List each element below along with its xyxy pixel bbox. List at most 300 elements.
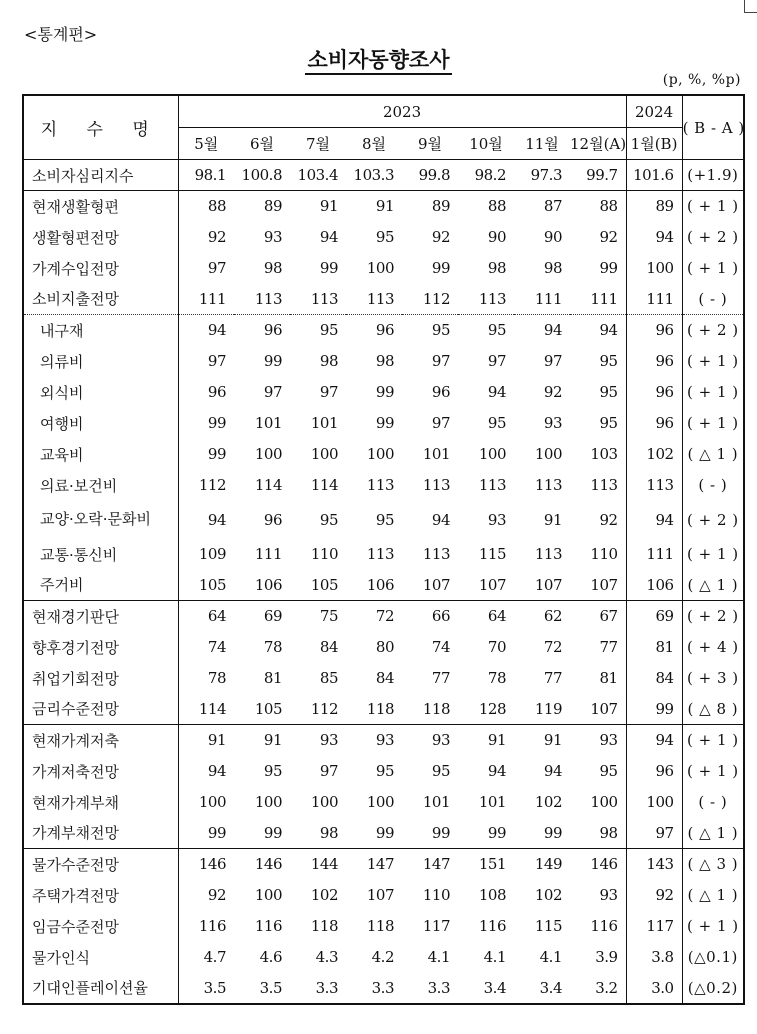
value-cell: 151 xyxy=(458,849,514,880)
value-cell: 72 xyxy=(346,601,402,632)
value-cell: 112 xyxy=(310,699,338,718)
value-cell: 95 xyxy=(375,510,394,529)
page-corner-mark xyxy=(744,0,757,13)
row-label-cell xyxy=(23,346,178,377)
value-cell: 95 xyxy=(599,762,618,780)
value-cell: 89 xyxy=(234,191,290,222)
value-cell: 101 xyxy=(478,793,506,811)
value-cell: 111 xyxy=(590,289,618,308)
units-label: (p, %, %p) xyxy=(662,72,741,88)
diff-cell: (+1.9) xyxy=(682,160,744,191)
table-row xyxy=(23,725,744,756)
row-label-cell xyxy=(23,694,178,725)
value-cell: 100 xyxy=(310,793,338,811)
value-cell: 101 xyxy=(310,414,338,432)
value-cell: 113 xyxy=(366,545,394,563)
value-cell: 95 xyxy=(599,414,618,432)
value-cell: 92 xyxy=(543,383,562,401)
row-label: 기대인플레이션율 xyxy=(32,979,148,997)
row-label-cell xyxy=(23,973,178,1004)
value-cell: 113 xyxy=(534,545,562,563)
value-cell: 114 xyxy=(254,476,282,494)
value-cell: 94 xyxy=(319,228,338,246)
table-row xyxy=(23,787,744,818)
value-cell: 100 xyxy=(590,793,618,811)
value-cell: 112 xyxy=(198,476,226,494)
value-cell: 105 xyxy=(310,575,338,594)
value-cell-2024-jan: 111 xyxy=(626,284,682,315)
value-cell: 113 xyxy=(478,289,506,308)
header-year-2024: 2024 xyxy=(626,95,682,128)
value-cell: 115 xyxy=(478,545,506,563)
diff-cell: ( + 1 ) xyxy=(682,756,744,787)
value-cell-2024-jan: 94 xyxy=(626,222,682,253)
value-cell-2024-jan: 143 xyxy=(626,849,682,880)
page-title-text: 소비자동향조사 xyxy=(305,47,451,75)
table-row xyxy=(23,346,744,377)
row-label: 물가인식 xyxy=(32,948,90,967)
value-cell: 107 xyxy=(478,575,506,594)
value-cell: 117 xyxy=(422,917,450,935)
value-cell-2024-jan: 100 xyxy=(626,253,682,284)
table-row xyxy=(23,663,744,694)
value-cell: 100 xyxy=(366,259,394,277)
table-row xyxy=(23,911,744,942)
table-row xyxy=(23,222,744,253)
value-cell: 3.9 xyxy=(595,948,618,966)
row-label: 내구재 xyxy=(40,321,84,340)
table-row xyxy=(23,601,744,632)
diff-cell: ( △ 3 ) xyxy=(682,849,744,880)
value-cell: 92 xyxy=(431,228,450,246)
value-cell: 99 xyxy=(543,823,562,842)
row-label-cell xyxy=(23,439,178,470)
diff-cell: ( + 2 ) xyxy=(682,315,744,346)
value-cell: 98 xyxy=(263,259,282,277)
value-cell: 147 xyxy=(402,849,458,880)
value-cell: 67 xyxy=(570,601,626,632)
diff-cell: ( + 1 ) xyxy=(682,346,744,377)
row-label: 의료·보건비 xyxy=(40,476,118,495)
row-label-cell xyxy=(23,539,178,570)
value-cell: 119 xyxy=(534,699,562,718)
value-cell: 88 xyxy=(570,191,626,222)
value-cell: 144 xyxy=(290,849,346,880)
diff-cell: ( - ) xyxy=(682,284,744,315)
row-label: 현재생활형편 xyxy=(32,197,119,216)
value-cell: 114 xyxy=(310,476,338,494)
value-cell: 102 xyxy=(534,886,562,904)
value-cell: 111 xyxy=(254,545,282,563)
value-cell: 105 xyxy=(198,575,226,594)
value-cell: 95 xyxy=(431,762,450,780)
value-cell-2024-jan: 94 xyxy=(626,501,682,539)
value-cell: 118 xyxy=(310,917,338,935)
diff-cell: ( + 1 ) xyxy=(682,253,744,284)
value-cell: 96 xyxy=(207,383,226,401)
value-cell: 106 xyxy=(366,575,394,594)
value-cell: 99 xyxy=(207,823,226,842)
value-cell: 93 xyxy=(543,414,562,432)
diff-cell: ( + 1 ) xyxy=(682,191,744,222)
diff-cell: ( △ 1 ) xyxy=(682,439,744,470)
value-cell: 3.4 xyxy=(483,978,506,997)
value-cell: 64 xyxy=(178,601,234,632)
diff-cell: (△0.1) xyxy=(682,942,744,973)
row-label: 현재경기판단 xyxy=(32,607,119,626)
table-row xyxy=(23,818,744,849)
row-label-cell xyxy=(23,253,178,284)
row-label-cell xyxy=(23,160,178,191)
value-cell: 72 xyxy=(543,638,562,656)
value-cell: 78 xyxy=(207,669,226,687)
table-row xyxy=(23,160,744,191)
diff-cell: ( + 1 ) xyxy=(682,408,744,439)
table-row xyxy=(23,408,744,439)
value-cell: 98 xyxy=(487,259,506,277)
value-cell: 98 xyxy=(375,352,394,370)
header-month: 7월 xyxy=(305,135,331,153)
table-body xyxy=(23,160,744,1004)
diff-cell: ( - ) xyxy=(682,470,744,501)
value-cell: 95 xyxy=(290,315,346,346)
value-cell: 111 xyxy=(534,289,562,308)
value-cell: 110 xyxy=(310,545,338,563)
value-cell: 81 xyxy=(599,669,618,687)
value-cell: 99 xyxy=(263,352,282,370)
value-cell: 78 xyxy=(263,638,282,656)
value-cell: 84 xyxy=(319,638,338,656)
value-cell: 113 xyxy=(534,476,562,494)
value-cell: 81 xyxy=(263,669,282,687)
value-cell: 100 xyxy=(198,793,226,811)
value-cell: 95 xyxy=(319,510,338,529)
value-cell: 77 xyxy=(431,669,450,687)
value-cell: 94 xyxy=(570,315,626,346)
row-label-cell xyxy=(23,818,178,849)
value-cell: 99 xyxy=(375,414,394,432)
row-label: 현재가계저축 xyxy=(32,731,119,750)
value-cell: 111 xyxy=(198,289,226,308)
value-cell: 101 xyxy=(422,793,450,811)
value-cell: 91 xyxy=(290,191,346,222)
table-row xyxy=(23,570,744,601)
value-cell: 94 xyxy=(487,383,506,401)
table-row xyxy=(23,880,744,911)
value-cell: 113 xyxy=(478,476,506,494)
row-label: 외식비 xyxy=(40,383,84,402)
row-label: 가계부채전망 xyxy=(32,824,119,843)
value-cell: 94 xyxy=(543,762,562,780)
value-cell: 107 xyxy=(534,575,562,594)
value-cell: 97 xyxy=(431,414,450,432)
value-cell: 93 xyxy=(487,510,506,529)
value-cell: 96 xyxy=(431,383,450,401)
value-cell: 99 xyxy=(599,259,618,277)
value-cell: 103.4 xyxy=(290,160,346,191)
row-label-cell xyxy=(23,911,178,942)
row-label: 주거비 xyxy=(40,576,84,595)
value-cell: 95 xyxy=(487,414,506,432)
value-cell-2024-jan: 101.6 xyxy=(626,160,682,191)
value-cell: 95 xyxy=(458,315,514,346)
value-cell: 4.1 xyxy=(483,948,506,966)
value-cell: 64 xyxy=(458,601,514,632)
value-cell-2024-jan: 84 xyxy=(626,663,682,694)
value-cell: 116 xyxy=(478,917,506,935)
value-cell: 98 xyxy=(319,352,338,370)
value-cell: 85 xyxy=(319,669,338,687)
value-cell: 128 xyxy=(478,699,506,718)
row-label-cell xyxy=(23,663,178,694)
value-cell: 100.8 xyxy=(234,160,290,191)
table-row xyxy=(23,191,744,222)
value-cell: 149 xyxy=(514,849,570,880)
value-cell: 116 xyxy=(198,917,226,935)
row-label: 취업기회전망 xyxy=(32,669,119,688)
row-label-cell xyxy=(23,470,178,501)
row-label-cell xyxy=(23,284,178,315)
value-cell: 91 xyxy=(514,725,570,756)
value-cell: 90 xyxy=(487,228,506,246)
value-cell-2024-jan: 3.0 xyxy=(626,973,682,1004)
value-cell: 116 xyxy=(254,917,282,935)
header-month: 6월 xyxy=(249,135,275,153)
value-cell: 97 xyxy=(543,352,562,370)
value-cell-2024-jan: 81 xyxy=(626,632,682,663)
value-cell: 94 xyxy=(487,762,506,780)
value-cell: 98 xyxy=(599,823,618,842)
value-cell: 100 xyxy=(254,793,282,811)
value-cell: 100 xyxy=(366,793,394,811)
row-label: 여행비 xyxy=(40,414,84,433)
value-cell: 94 xyxy=(431,510,450,529)
value-cell: 3.3 xyxy=(315,978,338,997)
table-row xyxy=(23,756,744,787)
value-cell: 99 xyxy=(375,823,394,842)
value-cell: 3.5 xyxy=(203,978,226,997)
value-cell-2024-jan: 106 xyxy=(626,570,682,601)
table-row xyxy=(23,539,744,570)
value-cell: 118 xyxy=(366,699,394,718)
value-cell: 99 xyxy=(487,823,506,842)
value-cell: 108 xyxy=(478,886,506,904)
value-cell: 4.3 xyxy=(315,948,338,966)
header-year-2023: 2023 xyxy=(178,95,626,128)
value-cell: 3.4 xyxy=(539,978,562,997)
header-month: 9월 xyxy=(417,135,443,153)
header-month: 8월 xyxy=(361,135,387,153)
value-cell: 146 xyxy=(178,849,234,880)
row-label: 교통·통신비 xyxy=(40,545,118,564)
value-cell: 69 xyxy=(234,601,290,632)
value-cell: 3.3 xyxy=(371,978,394,997)
value-cell: 99 xyxy=(207,445,226,463)
row-label-cell xyxy=(23,601,178,632)
row-label: 현재가계부채 xyxy=(32,793,119,812)
header-diff: ( B - A ) xyxy=(682,95,744,160)
value-cell: 4.7 xyxy=(203,948,226,966)
value-cell: 91 xyxy=(346,191,402,222)
value-cell: 101 xyxy=(422,445,450,463)
value-cell: 99.8 xyxy=(402,160,458,191)
value-cell: 113 xyxy=(422,545,450,563)
value-cell: 113 xyxy=(590,476,618,494)
table-row xyxy=(23,315,744,346)
value-cell: 97 xyxy=(431,352,450,370)
diff-cell: ( + 1 ) xyxy=(682,539,744,570)
diff-cell: ( + 1 ) xyxy=(682,377,744,408)
value-cell: 80 xyxy=(375,638,394,656)
diff-cell: ( + 2 ) xyxy=(682,601,744,632)
value-cell: 92 xyxy=(207,886,226,904)
row-label-cell xyxy=(23,880,178,911)
consumer-survey-table xyxy=(22,94,745,1005)
row-label-cell xyxy=(23,222,178,253)
row-label: 생활형편전망 xyxy=(32,228,119,247)
row-label: 물가수준전망 xyxy=(32,855,119,874)
row-label: 소비지출전망 xyxy=(32,290,119,309)
table-row xyxy=(23,284,744,315)
diff-cell: ( △ 1 ) xyxy=(682,818,744,849)
value-cell: 115 xyxy=(534,917,562,935)
value-cell: 97 xyxy=(319,383,338,401)
value-cell: 95 xyxy=(263,762,282,780)
value-cell: 77 xyxy=(543,669,562,687)
value-cell: 113 xyxy=(422,476,450,494)
value-cell: 109 xyxy=(198,545,226,563)
diff-cell: ( + 2 ) xyxy=(682,501,744,539)
table-row xyxy=(23,632,744,663)
value-cell: 77 xyxy=(599,638,618,656)
table-row xyxy=(23,253,744,284)
value-cell: 88 xyxy=(178,191,234,222)
table-row xyxy=(23,377,744,408)
value-cell: 101 xyxy=(254,414,282,432)
value-cell: 99.7 xyxy=(570,160,626,191)
row-label-cell xyxy=(23,756,178,787)
value-cell: 91 xyxy=(234,725,290,756)
value-cell: 97 xyxy=(207,259,226,277)
row-label: 향후경기전망 xyxy=(32,638,119,657)
value-cell: 93 xyxy=(570,725,626,756)
header-month: 12월(A) xyxy=(570,135,627,153)
row-label-cell xyxy=(23,315,178,346)
value-cell: 97 xyxy=(207,352,226,370)
value-cell-2024-jan: 111 xyxy=(626,539,682,570)
value-cell: 3.5 xyxy=(259,978,282,997)
value-cell: 4.6 xyxy=(259,948,282,966)
value-cell: 92 xyxy=(599,510,618,529)
value-cell: 100 xyxy=(366,445,394,463)
value-cell-2024-jan: 96 xyxy=(626,346,682,377)
value-cell: 93 xyxy=(346,725,402,756)
value-cell: 99 xyxy=(431,259,450,277)
value-cell-2024-jan: 102 xyxy=(626,439,682,470)
value-cell: 106 xyxy=(254,575,282,594)
row-label: 소비자심리지수 xyxy=(32,166,134,185)
value-cell: 105 xyxy=(254,699,282,718)
diff-cell: ( + 3 ) xyxy=(682,663,744,694)
value-cell: 98 xyxy=(543,259,562,277)
value-cell: 93 xyxy=(402,725,458,756)
value-cell: 98.1 xyxy=(178,160,234,191)
value-cell-2024-jan: 117 xyxy=(626,911,682,942)
diff-cell: ( + 4 ) xyxy=(682,632,744,663)
value-cell: 147 xyxy=(346,849,402,880)
value-cell: 87 xyxy=(514,191,570,222)
row-label: 임금수준전망 xyxy=(32,917,119,936)
row-label-cell xyxy=(23,377,178,408)
value-cell: 90 xyxy=(543,228,562,246)
value-cell: 99 xyxy=(431,823,450,842)
value-cell: 116 xyxy=(590,917,618,935)
row-label: 의류비 xyxy=(40,352,84,371)
value-cell: 97 xyxy=(263,383,282,401)
value-cell: 102 xyxy=(534,793,562,811)
value-cell: 3.2 xyxy=(595,978,618,997)
value-cell-2024-jan: 96 xyxy=(626,377,682,408)
value-cell: 4.2 xyxy=(371,948,394,966)
value-cell: 75 xyxy=(290,601,346,632)
row-label: 가계수입전망 xyxy=(32,259,119,278)
value-cell: 107 xyxy=(366,886,394,904)
value-cell-2024-jan: 100 xyxy=(626,787,682,818)
value-cell: 94 xyxy=(514,315,570,346)
value-cell: 95 xyxy=(402,315,458,346)
value-cell: 110 xyxy=(422,886,450,904)
row-label-cell xyxy=(23,191,178,222)
value-cell: 97 xyxy=(487,352,506,370)
value-cell: 89 xyxy=(402,191,458,222)
row-label-cell xyxy=(23,942,178,973)
table-row xyxy=(23,694,744,725)
value-cell: 88 xyxy=(458,191,514,222)
value-cell: 97.3 xyxy=(514,160,570,191)
value-cell-2024-jan: 69 xyxy=(626,601,682,632)
value-cell: 100 xyxy=(310,445,338,463)
value-cell: 99 xyxy=(319,259,338,277)
value-cell: 93 xyxy=(290,725,346,756)
value-cell: 66 xyxy=(402,601,458,632)
value-cell: 74 xyxy=(431,638,450,656)
value-cell: 100 xyxy=(254,886,282,904)
value-cell: 146 xyxy=(234,849,290,880)
diff-cell: ( △ 1 ) xyxy=(682,570,744,601)
value-cell: 99 xyxy=(207,414,226,432)
section-label: <통계편> xyxy=(24,25,98,44)
diff-cell: ( + 1 ) xyxy=(682,725,744,756)
value-cell: 74 xyxy=(207,638,226,656)
value-cell: 92 xyxy=(599,228,618,246)
header-month: 10월 xyxy=(469,135,503,153)
table-row xyxy=(23,942,744,973)
row-label-cell xyxy=(23,849,178,880)
table-row xyxy=(23,439,744,470)
value-cell: 93 xyxy=(263,228,282,246)
value-cell: 118 xyxy=(366,917,394,935)
value-cell: 99 xyxy=(375,383,394,401)
value-cell: 103 xyxy=(590,445,618,463)
value-cell: 100 xyxy=(534,445,562,463)
diff-cell: ( - ) xyxy=(682,787,744,818)
diff-cell: ( △ 1 ) xyxy=(682,880,744,911)
row-label-cell xyxy=(23,408,178,439)
value-cell: 114 xyxy=(198,699,226,718)
value-cell: 4.1 xyxy=(427,948,450,966)
value-cell: 95 xyxy=(599,383,618,401)
row-label-cell xyxy=(23,632,178,663)
